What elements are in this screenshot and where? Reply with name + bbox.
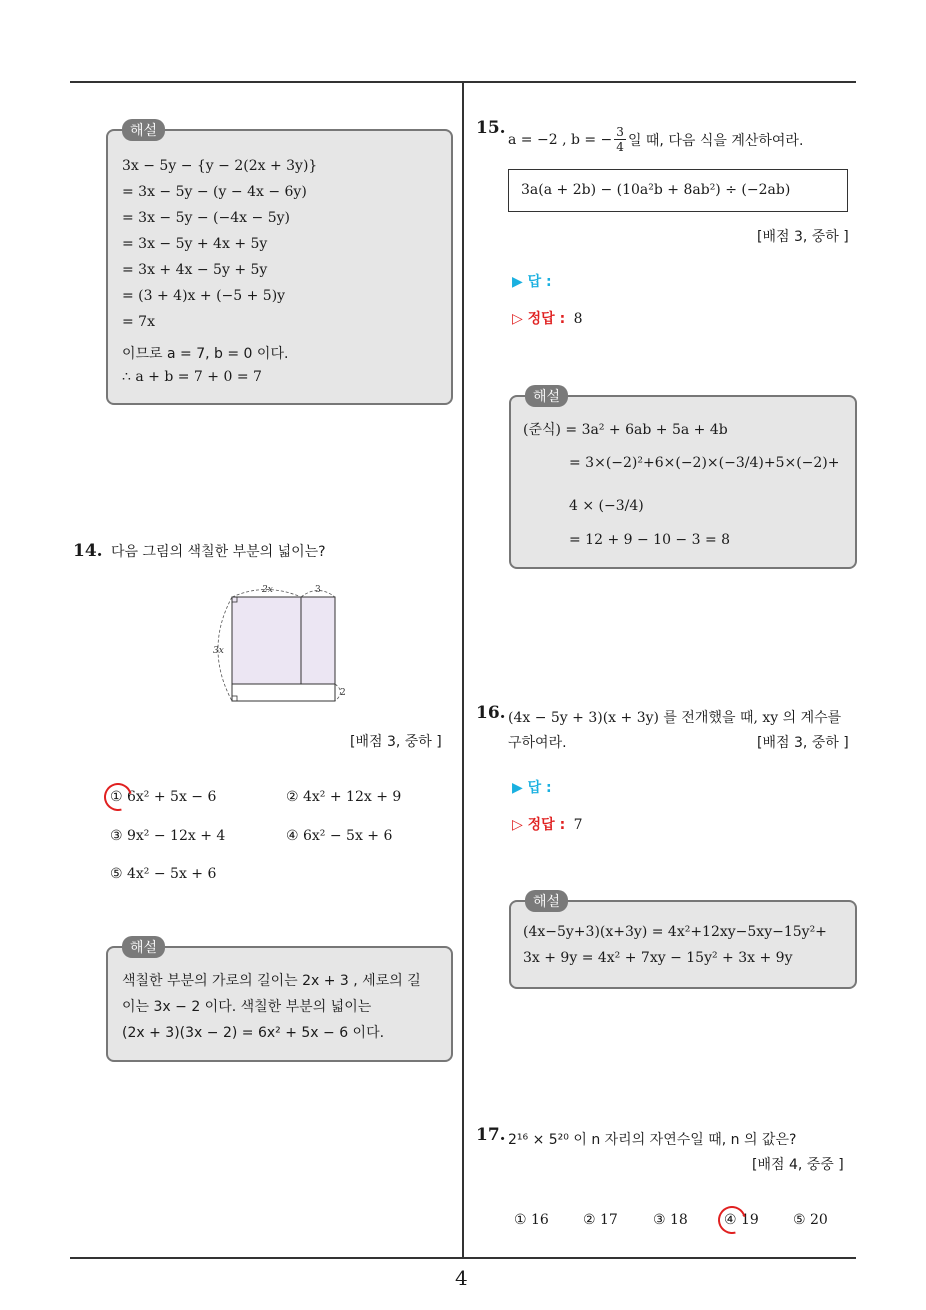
- column-divider: [462, 82, 464, 1258]
- score-16: [배점 3, 중하 ]: [757, 735, 849, 751]
- fraction-numerator: 3: [616, 125, 624, 139]
- choice-17-4[interactable]: ④ 19: [724, 1212, 759, 1228]
- correct-value: 7: [573, 817, 583, 833]
- question-15: [476, 118, 506, 138]
- solution-tag: 해설: [122, 936, 165, 958]
- correct-value: 8: [573, 311, 583, 327]
- expression-box: [508, 169, 848, 212]
- sol13-line: = 3x − 5y − (−4x − 5y): [122, 210, 290, 226]
- question-16-text: (4x − 5y + 3)(x + 3y) 를 전개했을 때, xy 의 계수를: [508, 710, 842, 726]
- choice-17-5[interactable]: ⑤ 20: [793, 1212, 828, 1228]
- solution-box-15: [509, 389, 857, 569]
- fraction-denominator: 4: [616, 140, 624, 154]
- correct-answer-16: ▷ 정답 : 7: [512, 817, 583, 833]
- sol13-line: 이므로 a = 7, b = 0 이다.: [122, 346, 289, 362]
- question-number: 16.: [476, 703, 506, 723]
- sol15-line: (준식) = 3a² + 6ab + 5a + 4b: [523, 422, 728, 438]
- expression: 3a(a + 2b) − (10a²b + 8ab²) ÷ (−2ab): [521, 182, 791, 198]
- answer-label-15: ▶ 답 :: [512, 274, 552, 290]
- score-17: [배점 4, 중중 ]: [752, 1157, 844, 1173]
- score-15: [배점 3, 중하 ]: [757, 229, 849, 245]
- question-16: [476, 703, 506, 723]
- score-14: [배점 3, 중하 ]: [350, 734, 442, 750]
- choice-14-5[interactable]: ⑤ 4x² − 5x + 6: [110, 866, 217, 882]
- question-17: [476, 1125, 506, 1145]
- choice-14-4[interactable]: ④ 6x² − 5x + 6: [286, 828, 393, 844]
- sol13-line: = 3x − 5y − (y − 4x − 6y): [122, 184, 307, 200]
- page-number: 4: [455, 1266, 468, 1290]
- selected-answer-mark: [713, 1201, 751, 1239]
- solution-box-13: [106, 123, 453, 405]
- choice-14-3[interactable]: ③ 9x² − 12x + 4: [110, 828, 226, 844]
- sol15-line: = 12 + 9 − 10 − 3 = 8: [569, 532, 731, 548]
- question-text: 다음 그림의 색칠한 부분의 넓이는?: [111, 544, 326, 560]
- choice-14-2[interactable]: ② 4x² + 12x + 9: [286, 789, 402, 805]
- choice-17-3[interactable]: ③ 18: [653, 1212, 688, 1228]
- sol15-line: = 3×(−2)²+6×(−2)×(−3/4)+5×(−2)+: [569, 455, 840, 471]
- solution-box-14: [106, 940, 453, 1062]
- sol14-line: (2x + 3)(3x − 2) = 6x² + 5x − 6 이다.: [122, 1025, 385, 1041]
- sol16-line: 3x + 9y = 4x² + 7xy − 15y² + 3x + 9y: [523, 950, 793, 966]
- rectangle-figure: [200, 580, 360, 710]
- sol14-line: 이는 3x − 2 이다. 색칠한 부분의 넓이는: [122, 999, 372, 1015]
- sol13-line: = 3x + 4x − 5y + 5y: [122, 262, 268, 278]
- question-number: 17.: [476, 1125, 506, 1145]
- solution-tag: 해설: [525, 890, 568, 912]
- question-16-text-2: 구하여라.: [508, 735, 567, 751]
- solution-tag: 해설: [525, 385, 568, 407]
- correct-answer-15: ▷ 정답 : 8: [512, 311, 583, 327]
- sol13-line: = 3x − 5y + 4x + 5y: [122, 236, 268, 252]
- solution-box-16: [509, 894, 857, 989]
- label-3: 3: [315, 585, 321, 595]
- sol16-line: (4x−5y+3)(x+3y) = 4x²+12xy−5xy−15y²+: [523, 924, 827, 940]
- choice-17-1[interactable]: ① 16: [514, 1212, 549, 1228]
- choice-14-1[interactable]: ① 6x² + 5x − 6: [110, 789, 217, 805]
- solution-tag: 해설: [122, 119, 165, 141]
- question-15-text: a = −2 , b = − $\frac{3}{4}$ 일 때, 다음 식을 계산하여라.: [508, 125, 804, 154]
- selected-answer-mark: [99, 778, 137, 816]
- sol13-line: 3x − 5y − {y − 2(2x + 3y)}: [122, 158, 318, 174]
- answer-label-16: ▶ 답 :: [512, 780, 552, 796]
- question-number: 15.: [476, 118, 506, 138]
- choice-17-2[interactable]: ② 17: [583, 1212, 618, 1228]
- sol13-line: = 7x: [122, 314, 155, 330]
- label-2: 2: [340, 688, 346, 698]
- sol13-line: = (3 + 4)x + (−5 + 5)y: [122, 288, 286, 304]
- label-3x: 3x: [213, 646, 224, 656]
- question-number: 14.: [73, 541, 103, 561]
- sol15-line: 4 × (−3/4): [569, 498, 644, 514]
- sol13-line: ∴ a + b = 7 + 0 = 7: [122, 369, 262, 385]
- label-2x: 2x: [262, 585, 273, 595]
- question-17-text: 2¹⁶ × 5²⁰ 이 n 자리의 자연수일 때, n 의 값은?: [508, 1132, 797, 1148]
- question-14: [73, 541, 326, 561]
- sol14-line: 색칠한 부분의 가로의 길이는 2x + 3 , 세로의 길: [122, 973, 421, 989]
- shaded-region: [232, 597, 335, 684]
